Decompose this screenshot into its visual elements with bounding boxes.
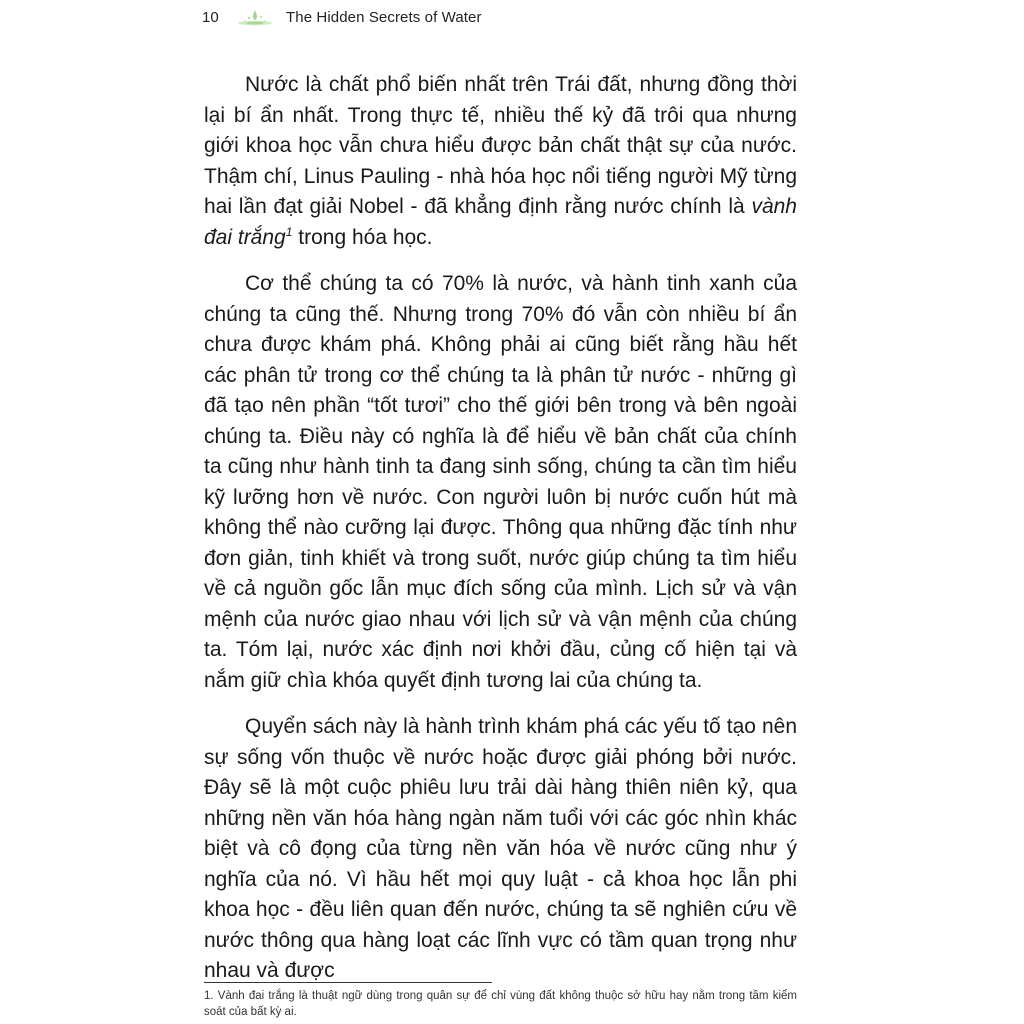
footnote: 1. Vành đai trắng là thuật ngữ dùng trong quân sự để chỉ vùng đất không thuộc sở hữu hay nằm trong tầm kiểm soát của bất kỳ ai. (204, 990, 797, 1018)
paragraph-2: Cơ thể chúng ta có 70% là nước, và hành tinh xanh của chúng ta cũng thế. Nhưng trong 70% đó vẫn còn nhiều bí ẩn chưa được khám phá. Không phải ai cũng biết rằng hầu hết các phân tử trong cơ thể chúng ta là phân tử nước - những gì đã tạo nên phần “tốt tươi” cho thế giới bên trong và bên ngoài chúng ta. Điều này có nghĩa là để hiểu về bản chất của chính ta cũng như hành tinh ta đang sinh sống, chúng ta cần tìm hiểu kỹ lưỡng hơn về nước. Con người luôn bị nước cuốn hút mà không thể nào cưỡng lại được. Thông qua những đặc tính như đơn giản, tinh khiết và trong suốt, nước giúp chúng ta tìm hiểu về cả nguồn gốc lẫn mục đích sống của mình. Lịch sử và vận mệnh của nước giao nhau với lịch sử và vận mệnh của chúng ta. Tóm lại, nước xác định nơi khởi đầu, củng cố hiện tại và nắm giữ chìa khóa quyết định tương lai của chúng ta. (204, 272, 797, 692)
page-header (202, 6, 482, 28)
paragraph-3: Quyển sách này là hành trình khám phá các yếu tố tạo nên sự sống vốn thuộc về nước hoặc được giải phóng bởi nước. Đây sẽ là một cuộc phiêu lưu trải dài hàng thiên niên kỷ, qua những nền văn hóa hàng ngàn năm tuổi với các góc nhìn khác biệt và cô đọng của từng nền văn hóa về nước cũng như ý nghĩa của nó. Vì hầu hết mọi quy luật - cả khoa học lẫn phi khoa học - đều liên quan đến nước, chúng ta sẽ nghiên cứu về nước thông qua hàng loạt các lĩnh vực có tầm quan trọng như nhau và được (204, 715, 797, 982)
footnote-divider (204, 982, 492, 983)
footnote-reference[interactable]: 1 (285, 224, 293, 239)
water-splash-icon (236, 7, 274, 27)
paragraph-1 (204, 70, 797, 253)
paragraph-1-end: trong hóa học. (292, 225, 433, 249)
paragraph-1-text: Nước là chất phổ biến nhất trên Trái đất, nhưng đồng thời lại bí ẩn nhất. Trong thực tế, nhiều thế kỷ đã trôi qua nhưng giới khoa học vẫn chưa hiểu được bản chất thật sự của nước. Thậm chí, Linus Pauling - nhà hóa học nổi tiếng người Mỹ từng hai lần đạt giải Nobel - đã khẳng định rằng nước chính là (204, 73, 797, 218)
page-number: 10 (202, 8, 219, 26)
emphasized-term: vành đai trắng (204, 195, 797, 249)
running-title: The Hidden Secrets of Water (286, 8, 482, 26)
body-text (204, 70, 797, 1003)
